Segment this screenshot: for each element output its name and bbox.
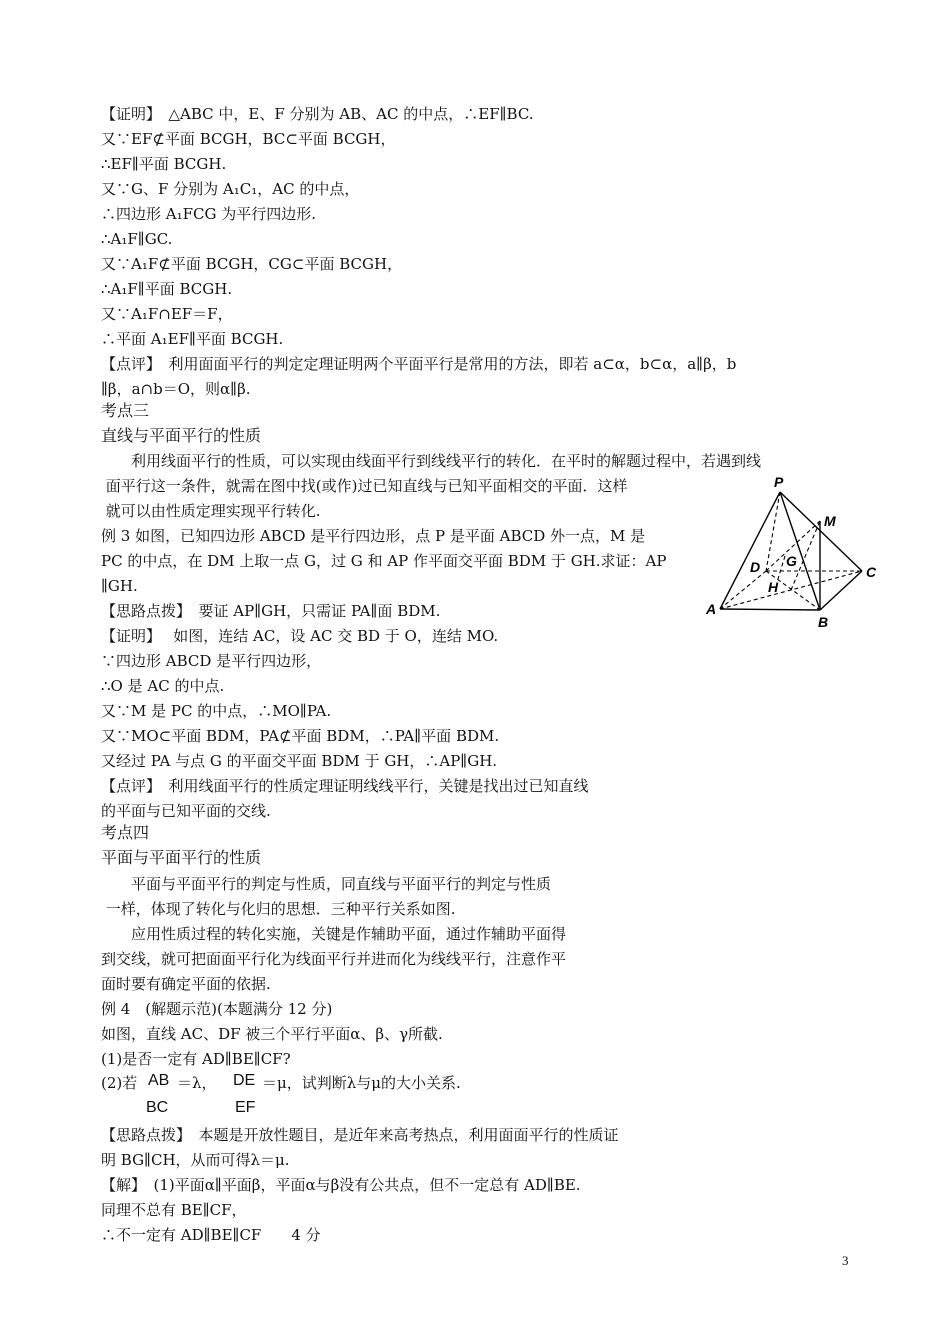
edge-bc <box>820 571 862 610</box>
text-line: 到交线，就可把面面平行化为线面平行并进而化为线线平行，注意作平 <box>101 950 567 968</box>
text-line: 的平面与已知平面的交线. <box>101 802 271 820</box>
text-line: ∥β，a∩b＝O，则α∥β. <box>101 380 251 398</box>
text-line: 同理不总有 BE∥CF， <box>101 1201 247 1219</box>
text-line: (2)若 <box>101 1074 138 1092</box>
text-line: 又∵MO⊂平面 BDM，PA⊄平面 BDM，∴PA∥平面 BDM. <box>101 727 500 745</box>
label-g: G <box>786 553 797 569</box>
ratio-bc: BC <box>146 1099 169 1116</box>
text-line: ∥GH. <box>101 577 138 595</box>
label-p: P <box>774 474 784 490</box>
text-line: 直线与平面平行的性质 <box>101 426 262 445</box>
text-line: 应用性质过程的转化实施，关键是作辅助平面，通过作辅助平面得 <box>101 925 567 943</box>
text-line: ∴平面 A₁EF∥平面 BCGH. <box>101 330 284 348</box>
edge-pb <box>780 492 820 610</box>
ratio-mu: ＝μ，试判断λ与μ的大小关系. <box>262 1074 461 1092</box>
text-line: ∵四边形 ABCD 是平行四边形， <box>101 652 322 670</box>
text-line: 【思路点拨】 本题是开放性题目，是近年来高考热点，利用面面平行的性质证 <box>101 1126 619 1144</box>
text-line: 例 4 (解题示范)(本题满分 12 分) <box>101 1000 333 1018</box>
text-line: 【解】 (1)平面α∥平面β，平面α与β没有公共点，但不一定总有 AD∥BE. <box>101 1176 581 1194</box>
text-line: 【点评】 利用面面平行的判定定理证明两个平面平行是常用的方法，即若 a⊂α，b⊂α，a∥β，b <box>101 355 737 373</box>
text-line: 一样，体现了转化与化归的思想．三种平行关系如图. <box>101 900 456 918</box>
text-line: 面时要有确定平面的依据. <box>101 975 271 993</box>
text-line: PC 的中点，在 DM 上取一点 G，过 G 和 AP 作平面交平面 BDM 于 GH.求证：AP <box>101 552 667 570</box>
text-line: 例 3 如图，已知四边形 ABCD 是平行四边形，点 P 是平面 ABCD 外一点，M 是 <box>101 527 646 545</box>
text-line: (1)是否一定有 AD∥BE∥CF? <box>101 1050 291 1068</box>
label-b: B <box>818 614 829 630</box>
label-c: C <box>866 564 877 580</box>
text-line: 面平行这一条件，就需在图中找(或作)过已知直线与已知平面相交的平面．这样 <box>101 477 628 495</box>
text-line: 又∵A₁F∩EF＝F， <box>101 305 233 323</box>
text-line: ∴A₁F∥平面 BCGH. <box>101 280 233 298</box>
edge-ab <box>720 609 820 610</box>
text-line: ∴四边形 A₁FCG 为平行四边形. <box>101 205 317 223</box>
ratio-lambda: ＝λ， <box>177 1074 217 1092</box>
text-line: 平面与平面平行的判定与性质，同直线与平面平行的判定与性质 <box>101 875 552 893</box>
text-line: 【点评】 利用线面平行的性质定理证明线线平行，关键是找出过已知直线 <box>101 777 589 795</box>
label-a: A <box>706 601 717 617</box>
text-line: 明 BG∥CH，从而可得λ＝μ. <box>101 1151 290 1169</box>
text-line: ∴O 是 AC 的中点. <box>101 677 225 695</box>
ratio-ef: EF <box>235 1099 256 1116</box>
text-line: 考点四 <box>101 823 150 842</box>
text-line: ∴EF∥平面 BCGH. <box>101 155 227 173</box>
text-line: 【证明】 △ABC 中，E、F 分别为 AB、AC 的中点，∴EF∥BC. <box>101 105 534 123</box>
text-line: 又∵EF⊄平面 BCGH，BC⊂平面 BCGH， <box>101 130 396 148</box>
text-line: 又∵M 是 PC 的中点，∴MO∥PA. <box>101 702 332 720</box>
text-line: 平面与平面平行的性质 <box>101 848 262 867</box>
text-line: 又∵A₁F⊄平面 BCGH，CG⊂平面 BCGH， <box>101 255 403 273</box>
text-line: ∴不一定有 AD∥BE∥CF 4 分 <box>101 1226 321 1244</box>
page-number: 3 <box>842 1253 849 1268</box>
text-line: 又经过 PA 与点 G 的平面交平面 BDM 于 GH，∴AP∥GH. <box>101 752 498 770</box>
text-line: 考点三 <box>101 401 150 420</box>
label-d: D <box>750 559 761 575</box>
text-line: 就可以由性质定理实现平行转化. <box>101 502 321 520</box>
ratio-de: DE <box>233 1072 256 1089</box>
label-m: M <box>824 513 836 529</box>
text-line: 又∵G、F 分别为 A₁C₁，AC 的中点， <box>101 180 360 198</box>
ratio-ab: AB <box>148 1072 170 1089</box>
text-line: ∴A₁F∥GC. <box>101 230 173 248</box>
text-line: 【思路点拨】 要证 AP∥GH，只需证 PA∥面 BDM. <box>101 602 441 620</box>
text-line: 如图，直线 AC、DF 被三个平行平面α、β、γ所截. <box>101 1025 443 1043</box>
pyramid-figure <box>700 474 885 634</box>
text-line: 利用线面平行的性质，可以实现由线面平行到线线平行的转化．在平时的解题过程中，若遇到线 <box>101 452 762 470</box>
edge-pd <box>766 492 780 571</box>
text-line: 【证明】 如图，连结 AC，设 AC 交 BD 于 O，连结 MO. <box>101 627 499 645</box>
label-h: H <box>768 579 779 595</box>
